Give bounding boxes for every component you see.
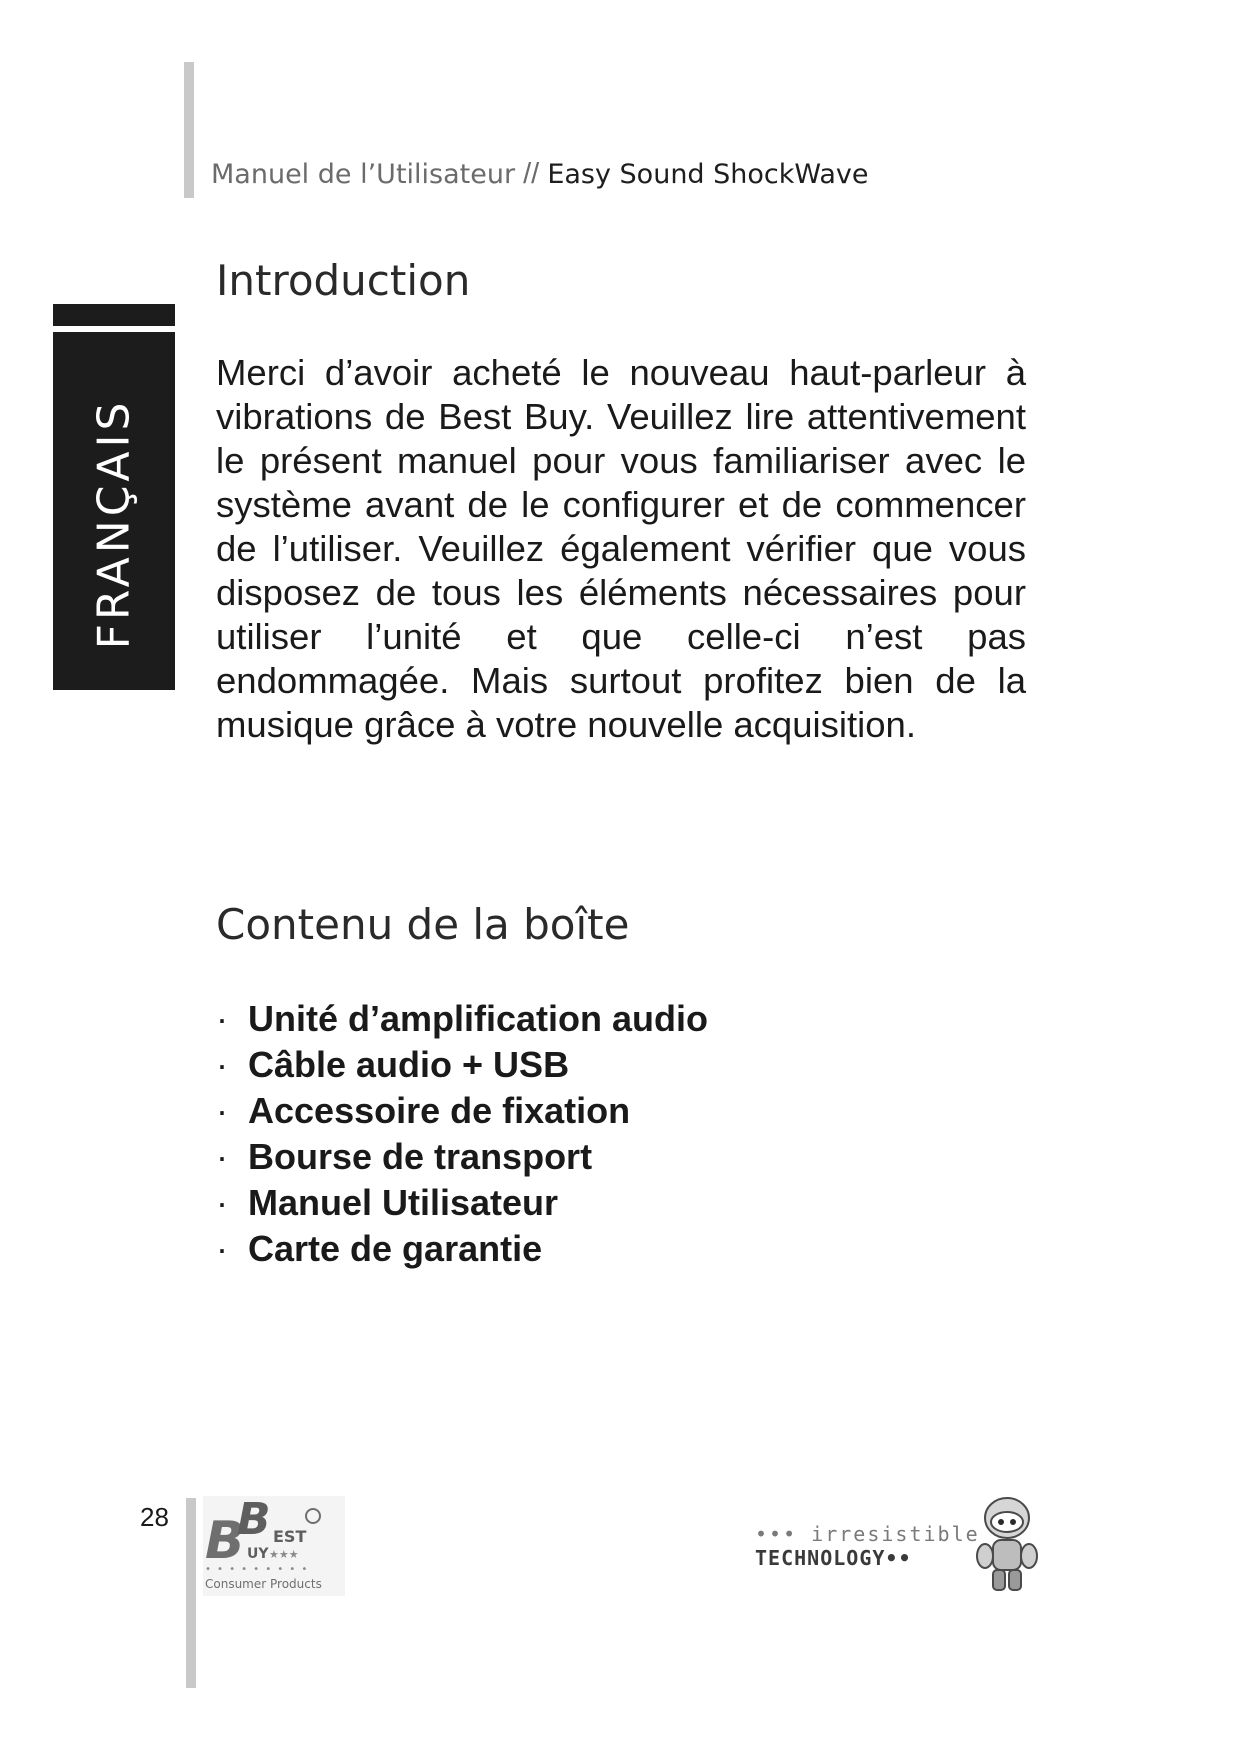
introduction-title: Introduction (216, 256, 471, 305)
manual-label: Manuel de l’Utilisateur (211, 159, 516, 190)
list-item-label: Unité d’amplification audio (248, 998, 709, 1039)
svg-text:EST: EST (273, 1527, 307, 1546)
tagline-bottom: TECHNOLOGY•• (755, 1546, 912, 1570)
list-item-label: Bourse de transport (248, 1136, 593, 1177)
running-header (211, 158, 869, 191)
best-buy-logo (203, 1496, 345, 1596)
header-accent-bar (184, 62, 194, 198)
irresistible-technology-logo (755, 1492, 1175, 1600)
svg-text:UY: UY (247, 1546, 269, 1562)
list-item (216, 1180, 708, 1226)
bullet: · (216, 1228, 228, 1269)
list-item (216, 1134, 708, 1180)
language-tab (53, 304, 175, 690)
header-separator: // (523, 158, 540, 190)
bullet: · (216, 1182, 228, 1223)
bullet: · (216, 1044, 228, 1085)
product-name: Easy Sound ShockWave (547, 159, 869, 190)
svg-text:B: B (205, 1511, 245, 1571)
list-item (216, 1226, 708, 1272)
svg-text:• • • • • • • • •: • • • • • • • • • (205, 1564, 308, 1575)
box-contents-list (216, 996, 708, 1272)
list-item (216, 1088, 708, 1134)
robot-mascot-icon (973, 1492, 1043, 1596)
list-item-label: Manuel Utilisateur (248, 1182, 559, 1223)
footer-accent-bar (186, 1498, 196, 1688)
page-number: 28 (140, 1502, 169, 1532)
svg-text:B: B (237, 1496, 271, 1545)
bullet: · (216, 998, 228, 1039)
box-contents-title: Contenu de la boîte (216, 900, 630, 949)
language-tab-cap (53, 304, 175, 332)
tagline-top: ••• irresistible (755, 1522, 980, 1546)
list-item-label: Carte de garantie (248, 1228, 543, 1269)
list-item-label: Accessoire de fixation (248, 1090, 631, 1131)
svg-text:★★★: ★★★ (269, 1548, 299, 1561)
bullet: · (216, 1136, 228, 1177)
introduction-paragraph: Merci d’avoir acheté le nouveau haut-parleur à vibrations de Best Buy. Veuillez lire attentivement le présent manuel pour vous familiariser avec le système avant de le configurer et de commencer de l’utiliser. Veuillez également vérifier que vous disposez de tous les éléments nécessaires pour utiliser l’unité et que celle-ci n’est pas endommagée. Mais surtout profitez bien de la musique grâce à votre nouvelle acquisition. (216, 352, 1026, 745)
list-item-label: Câble audio + USB (248, 1044, 570, 1085)
list-item (216, 996, 708, 1042)
list-item (216, 1042, 708, 1088)
svg-text:Consumer Products: Consumer Products (205, 1577, 322, 1591)
language-tab-label: FRANÇAIS (88, 398, 140, 650)
bullet: · (216, 1090, 228, 1131)
